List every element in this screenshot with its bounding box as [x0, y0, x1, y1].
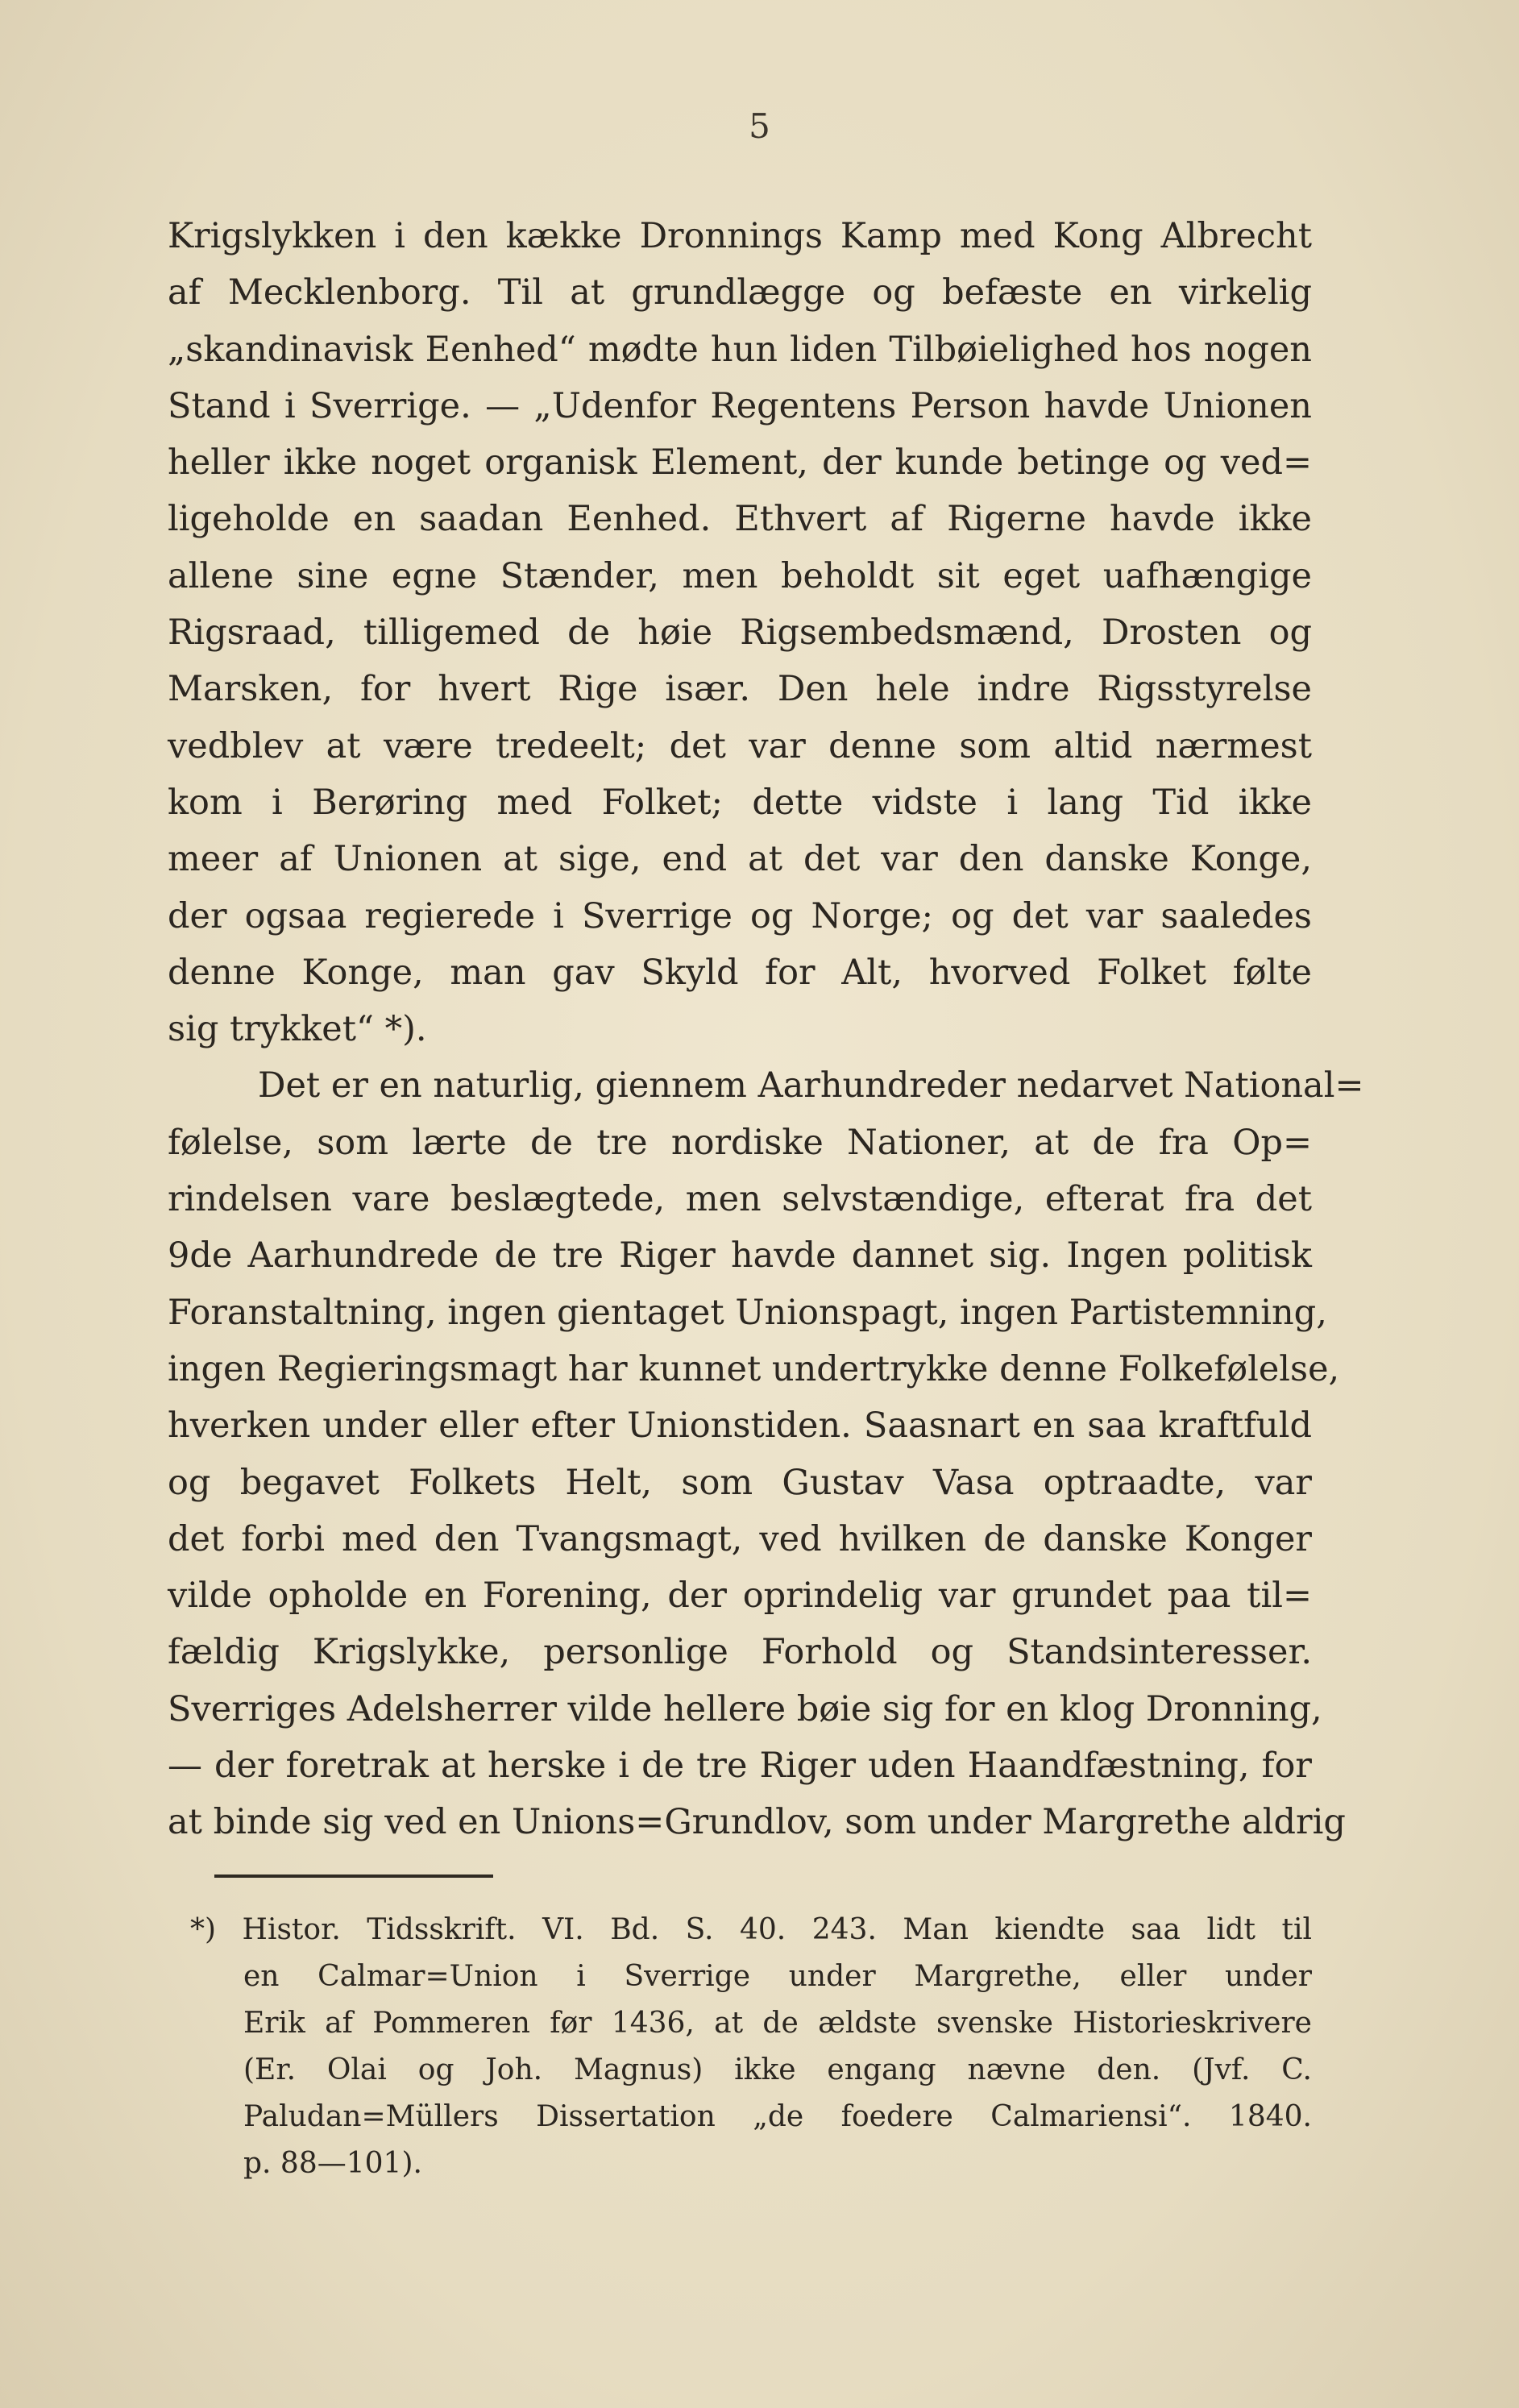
text-line: denne Konge, man gav Skyld for Alt, hvorved Folket følte: [168, 952, 1312, 993]
text-line: rindelsen vare beslægtede, men selvstændige, efterat fra det: [168, 1179, 1312, 1220]
text-line: at binde sig ved en Unions=Grundlov, som under Margrethe aldrig: [168, 1802, 1346, 1843]
text-line: vilde opholde en Forening, der oprindelig var grundet paa til=: [168, 1576, 1312, 1617]
footnote-line: (Er. Olai og Joh. Magnus) ikke engang nævne den. (Jvf. C.: [243, 2053, 1312, 2086]
text-line: ligeholde en saadan Eenhed. Ethvert af Rigerne havde ikke: [168, 499, 1312, 540]
text-line: hverken under eller efter Unionstiden. Saasnart en saa kraftfuld: [168, 1405, 1312, 1447]
paragraph-start-line: Det er en naturlig, giennem Aarhundreder nedarvet National=: [258, 1065, 1364, 1106]
text-line: af Mecklenborg. Til at grundlægge og befæste en virkelig: [168, 272, 1312, 313]
body-text: [168, 208, 1364, 1851]
text-line: Foranstaltning, ingen gientaget Unionspagt, ingen Partistemning,: [168, 1292, 1327, 1333]
footnote-line: p. 88—101).: [243, 2147, 422, 2180]
text-line: allene sine egne Stænder, men beholdt sit eget uafhængige: [168, 555, 1312, 596]
page-number: 5: [749, 106, 770, 146]
text-line: det forbi med den Tvangsmagt, ved hvilken de danske Konger: [168, 1518, 1312, 1559]
text-line: kom i Berøring med Folket; dette vidste i lang Tid ikke: [168, 782, 1312, 823]
text-line: 9de Aarhundrede de tre Riger havde dannet sig. Ingen politisk: [168, 1235, 1312, 1277]
text-line: vedblev at være tredeelt; det var denne som altid nærmest: [168, 725, 1312, 766]
text-line: sig trykket“ *).: [168, 1009, 427, 1050]
text-line: ingen Regieringsmagt har kunnet undertrykke denne Folkefølelse,: [168, 1348, 1340, 1389]
text-line: heller ikke noget organisk Element, der kunde betinge og ved=: [168, 442, 1312, 484]
text-line: meer af Unionen at sige, end at det var den danske Konge,: [168, 839, 1312, 880]
text-line: „skandinavisk Eenhed“ mødte hun liden Tilbøielighed hos nogen: [168, 329, 1312, 370]
text-line: der ogsaa regierede i Sverrige og Norge; og det var saaledes: [168, 895, 1312, 936]
footnote-line: Paludan=Müllers Dissertation „de foedere Calmariensi“. 1840.: [243, 2100, 1312, 2133]
text-line: Sverriges Adelsherrer vilde hellere bøie sig for en klog Dronning,: [168, 1688, 1322, 1729]
text-line: Krigslykken i den kække Dronnings Kamp med Kong Albrecht: [168, 216, 1312, 256]
text-line: Stand i Sverrige. — „Udenfor Regentens Person havde Unionen: [168, 385, 1312, 426]
text-line: — der foretrak at herske i de tre Riger uden Haandfæstning, for: [168, 1746, 1312, 1787]
footnote-line: *) Histor. Tidsskrift. VI. Bd. S. 40. 243. Man kiendte saa lidt til: [190, 1913, 1312, 1946]
text-line: fældig Krigslykke, personlige Forhold og Standsinteresser.: [168, 1632, 1312, 1673]
footnote-line: Erik af Pommeren før 1436, at de ældste svenske Historieskrivere: [243, 2007, 1312, 2040]
text-line: følelse, som lærte de tre nordiske Nationer, at de fra Op=: [168, 1122, 1312, 1163]
footnote: [190, 1907, 1312, 2187]
text-line: Marsken, for hvert Rige især. Den hele indre Rigsstyrelse: [168, 669, 1312, 710]
footnote-line: en Calmar=Union i Sverrige under Margrethe, eller under: [243, 1960, 1312, 1993]
text-line: og begavet Folkets Helt, som Gustav Vasa optraadte, var: [168, 1462, 1312, 1503]
footnote-divider: [214, 1875, 493, 1878]
text-line: Rigsraad, tilligemed de høie Rigsembedsmænd, Drosten og: [168, 612, 1312, 654]
